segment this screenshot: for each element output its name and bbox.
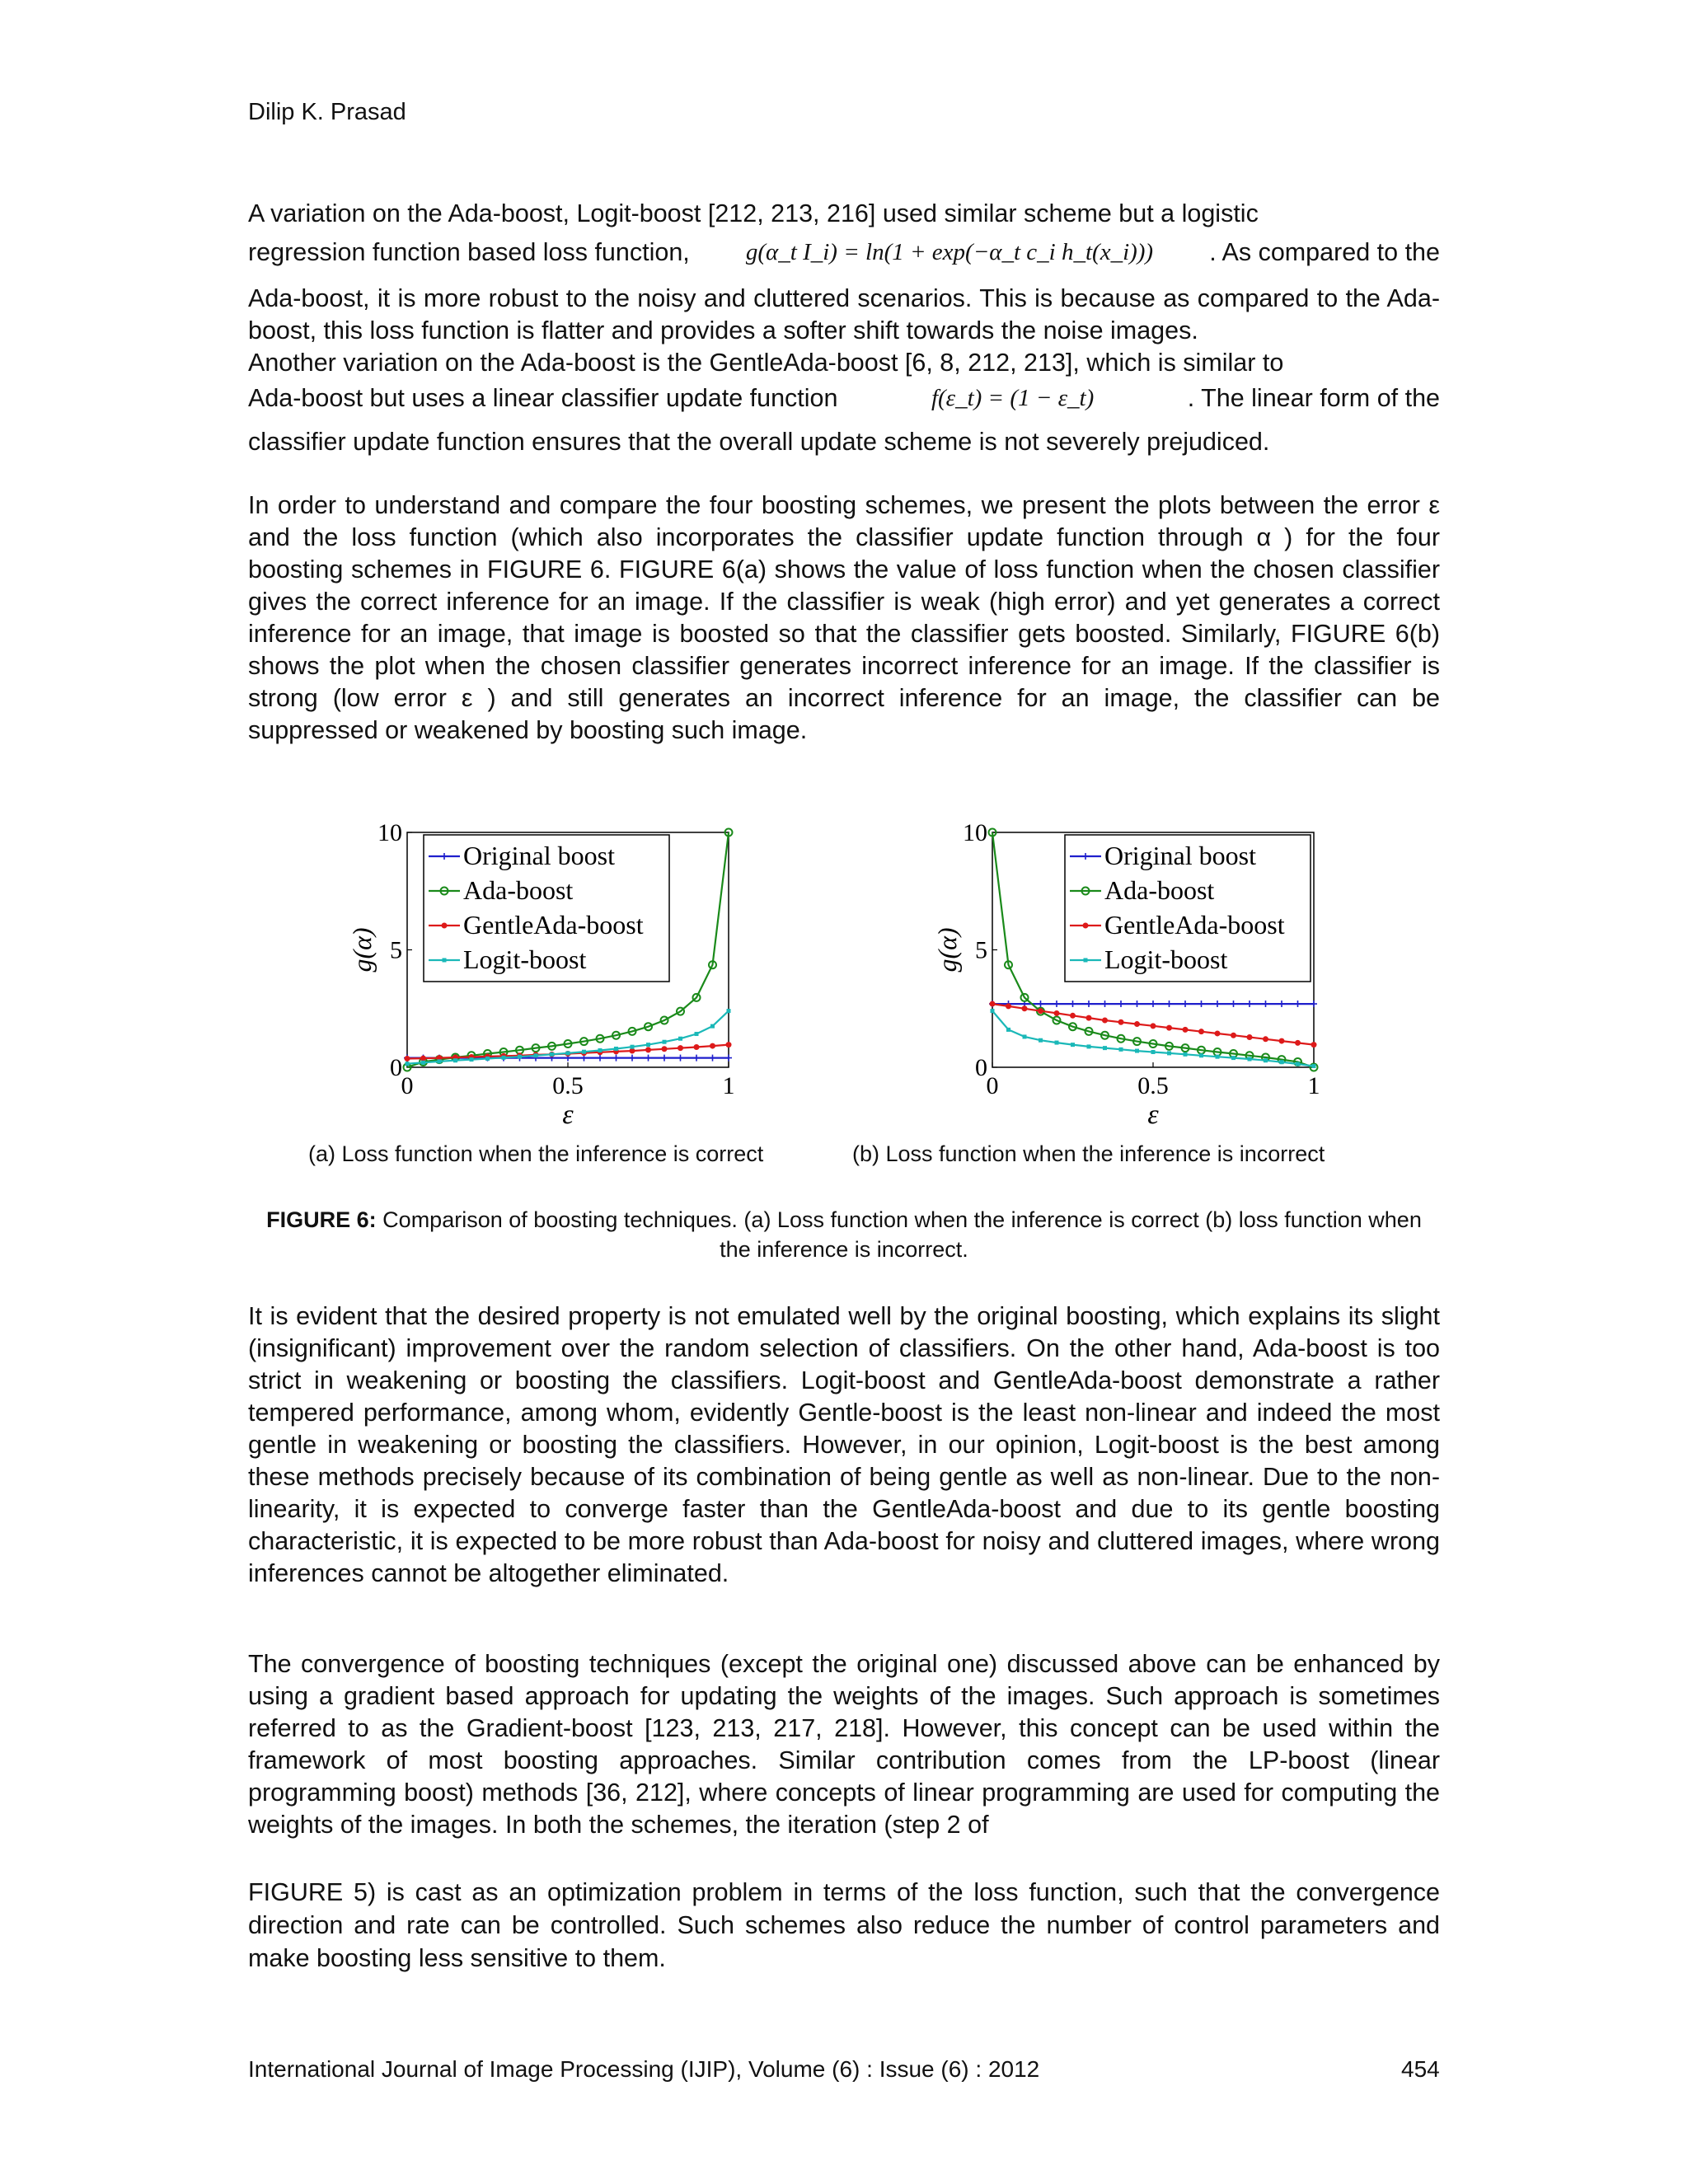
chart-b-point-3: [1280, 1060, 1284, 1064]
chart-a-point-0: [613, 1055, 620, 1062]
chart-b-point-0: [1182, 1001, 1189, 1007]
paragraph-logit-boost-b-post: . As compared to the: [1209, 238, 1440, 266]
figure-6a-svg: [330, 816, 775, 1146]
chart-b-point-0: [1118, 1001, 1124, 1007]
paragraph-logit-boost-a: A variation on the Ada-boost, Logit-boost [212, 213, 216] used similar scheme but a logistic: [248, 199, 1259, 227]
paragraph-gentleada-b: [248, 382, 1440, 415]
chart-a-point-2: [662, 1046, 668, 1052]
chart-a-point-0: [693, 1055, 700, 1062]
chart-b-point-0: [1263, 1001, 1269, 1007]
chart-a-legend-label-3: Logit-boost: [463, 944, 587, 974]
chart-b-legend-label-1: Ada-boost: [1104, 875, 1215, 905]
footer-journal: International Journal of Image Processing (IJIP), Volume (6) : Issue (6) : 2012: [248, 2056, 1040, 2082]
chart-a-point-2: [726, 1042, 732, 1047]
chart-b-point-2: [1215, 1030, 1221, 1036]
chart-a-point-2: [694, 1044, 700, 1050]
paragraph-gradient-boost: The convergence of boosting techniques (except the original one) discussed above can be enhanced by using a gradient based approach for updating the weights of the images. Such approach is sometimes referred to as the Gradient-boost [123, 213, 217, 218]. However, this concept can be used within the framework of most boosting approaches. Similar contribution comes from the LP-boost (linear programming boost) methods [36, 212], where concepts of linear programming are used for computing the weights of the images. In both the schemes, the iteration (step 2 of: [248, 1650, 1440, 1839]
figure-6b-chart: [915, 816, 1360, 1150]
chart-a-point-0: [710, 1055, 716, 1062]
chart-b-point-3: [1103, 1046, 1107, 1050]
subcaption-a: (a) Loss function when the inference is correct: [308, 1141, 764, 1166]
chart-a-point-2: [420, 1056, 426, 1062]
chart-b-point-2: [1311, 1042, 1317, 1047]
chart-a-point-3: [502, 1056, 506, 1060]
chart-b-point-0: [1038, 1001, 1044, 1007]
chart-b-point-2: [1086, 1015, 1092, 1021]
chart-a-legend-label-0: Original boost: [463, 841, 615, 870]
chart-a-point-3: [534, 1053, 538, 1057]
gentle-update-equation: f(ε_t) = (1 − ε_t): [931, 385, 1095, 411]
chart-b-point-0: [1134, 1001, 1141, 1007]
chart-b-point-0: [1053, 1001, 1060, 1007]
chart-b-point-2: [1279, 1038, 1285, 1044]
chart-a-point-3: [582, 1050, 586, 1054]
chart-b-legend-marker-2: [1083, 923, 1089, 929]
chart-b-point-0: [1295, 1001, 1301, 1007]
chart-b-point-2: [1054, 1010, 1060, 1016]
chart-b-point-0: [1198, 1001, 1205, 1007]
chart-a-point-0: [645, 1055, 652, 1062]
paragraph-gentleada-b-post: . The linear form of the: [1187, 384, 1440, 412]
chart-b-point-2: [1070, 1013, 1076, 1019]
chart-a-ylabel: g(α): [347, 927, 377, 972]
chart-b-point-2: [1198, 1029, 1204, 1034]
chart-a-point-2: [405, 1056, 410, 1062]
logit-loss-equation: g(α_t I_i) = ln(1 + exp(−α_t c_i h_t(x_i))): [745, 239, 1154, 265]
chart-b-point-0: [1214, 1001, 1221, 1007]
chart-b-xlabel: ε: [1147, 1099, 1159, 1130]
chart-a-point-3: [550, 1052, 554, 1057]
chart-a-point-0: [597, 1055, 603, 1062]
chart-b-point-2: [1006, 1003, 1011, 1009]
chart-b-point-3: [1151, 1050, 1156, 1054]
chart-b-point-2: [1263, 1036, 1268, 1042]
chart-b-ytick-label: 5: [975, 936, 987, 964]
chart-b-point-3: [1087, 1044, 1091, 1048]
chart-a-point-3: [663, 1040, 667, 1044]
paragraph-gentleada-b-pre: Ada-boost but uses a linear classifier update function: [248, 384, 838, 412]
chart-a-point-2: [678, 1045, 683, 1051]
chart-a-point-2: [710, 1043, 715, 1049]
chart-a-ytick-label: 10: [377, 819, 402, 846]
chart-a-point-3: [470, 1057, 474, 1062]
figure-6-caption-text: Comparison of boosting techniques. (a) Loss function when the inference is correct (b) loss function when the inference is incorrect.: [376, 1207, 1422, 1262]
chart-b-point-3: [1231, 1056, 1236, 1060]
chart-a-xtick-label: 1: [722, 1072, 735, 1099]
chart-b-point-3: [1199, 1053, 1203, 1057]
chart-b-ylabel: g(α): [932, 927, 962, 972]
chart-b-point-2: [1295, 1040, 1301, 1046]
chart-a-legend-label-1: Ada-boost: [463, 875, 574, 905]
chart-b-point-2: [1231, 1033, 1236, 1038]
chart-b-point-3: [1264, 1058, 1268, 1062]
chart-a-legend-marker-3: [443, 958, 447, 963]
chart-b-point-2: [1183, 1027, 1189, 1033]
chart-b-point-3: [1184, 1052, 1188, 1057]
chart-b-point-3: [1006, 1028, 1010, 1032]
chart-a-point-3: [406, 1062, 410, 1066]
subcaption-b: (b) Loss function when the inference is incorrect: [852, 1141, 1325, 1166]
running-header-author: Dilip K. Prasad: [248, 99, 406, 125]
chart-b-point-0: [1311, 1001, 1317, 1007]
chart-a-point-3: [485, 1057, 490, 1061]
chart-b-point-3: [1216, 1055, 1220, 1059]
chart-b-point-0: [1150, 1001, 1156, 1007]
chart-b-point-3: [991, 1009, 995, 1013]
chart-a-point-3: [695, 1032, 699, 1036]
chart-b-point-3: [1039, 1038, 1043, 1043]
chart-b-point-3: [1119, 1047, 1123, 1052]
chart-b-point-2: [1118, 1019, 1124, 1025]
figure-6a-chart: [330, 816, 775, 1150]
chart-b-point-2: [1038, 1008, 1043, 1014]
figure-6b-svg: [915, 816, 1360, 1146]
chart-a-point-0: [678, 1055, 684, 1062]
chart-b-legend-label-2: GentleAda-boost: [1104, 910, 1285, 940]
chart-b-point-2: [990, 1001, 996, 1007]
page-number: 454: [1401, 2056, 1440, 2082]
chart-a-point-3: [646, 1043, 650, 1047]
chart-a-point-3: [710, 1024, 715, 1029]
chart-b-point-3: [1248, 1057, 1252, 1062]
paragraph-logit-boost-c: Ada-boost, it is more robust to the noisy and cluttered scenarios. This is because as compared to the Ada-boost, this loss function is flatter and provides a softer shift towards the noise images.: [248, 284, 1440, 344]
chart-b-point-2: [1022, 1005, 1028, 1011]
chart-a-legend-label-2: GentleAda-boost: [463, 910, 644, 940]
chart-a-point-3: [421, 1061, 425, 1065]
chart-b-point-3: [1312, 1064, 1316, 1068]
chart-a-point-3: [518, 1055, 522, 1059]
chart-b-point-3: [1071, 1043, 1075, 1047]
chart-b-point-0: [1102, 1001, 1109, 1007]
paragraph-logit-boost-b: [248, 237, 1440, 269]
chart-b-xtick-label: 1: [1307, 1072, 1320, 1099]
chart-a-point-0: [661, 1055, 668, 1062]
chart-b-point-3: [1135, 1049, 1139, 1053]
chart-b-legend-marker-3: [1084, 958, 1088, 963]
chart-a-point-3: [566, 1051, 570, 1055]
paragraph-logit-boost-b-pre: regression function based loss function,: [248, 238, 690, 266]
paragraph-evaluation: It is evident that the desired property is not emulated well by the original boosting, which explains its slight (insignificant) improvement over the random selection of classifiers. On the other hand, Ada-boost is too strict in weakening or boosting the classifiers. Logit-boost and GentleAda-boost demonstrate a rather tempered performance, among whom, evidently Gentle-boost is the least non-linear and indeed the most gentle in weakening or boosting the classifiers. However, in our opinion, Logit-boost is the best among these methods precisely because of its combination of being gentle as well as non-linear. Due to the non-linearity, it is expected to converge faster than the GentleAda-boost and due to its gentle boosting characteristic, it is expected to be more robust than Ada-boost for noisy and cluttered images, where wrong inferences cannot be altogether eliminated.: [248, 1302, 1440, 1587]
chart-b-point-2: [1166, 1025, 1172, 1031]
chart-b-ytick-label: 10: [963, 819, 987, 846]
figure-6-caption: [248, 1205, 1440, 1264]
chart-b-point-3: [1023, 1034, 1027, 1038]
chart-b-point-0: [1231, 1001, 1237, 1007]
chart-b-point-0: [1166, 1001, 1173, 1007]
chart-b-point-2: [1247, 1034, 1253, 1040]
chart-b-point-3: [1055, 1041, 1059, 1045]
chart-b-point-3: [1296, 1062, 1300, 1066]
chart-b-point-3: [1167, 1051, 1171, 1055]
paragraph-comparison: In order to understand and compare the four boosting schemes, we present the plots between the error ε and the loss function (which also incorporates the classifier update function through α ) for the four boosting schemes in FIGURE 6. FIGURE 6(a) shows the value of loss function when the chosen classifier gives the correct inference for an image. If the classifier is weak (high error) and yet generates a correct inference for an image, that image is boosted so that the classifier gets boosted. Similarly, FIGURE 6(b) shows the plot when the chosen classifier generates incorrect inference for an image. If the classifier is strong (low error ε ) and still generates an incorrect inference for an image, the classifier can be suppressed or weakened by boosting such image.: [248, 491, 1440, 744]
chart-a-point-3: [727, 1009, 731, 1013]
chart-b-ytick-label: 0: [975, 1054, 987, 1081]
figure-6-caption-label: FIGURE 6:: [266, 1207, 377, 1232]
paragraph-gentleada-c: classifier update function ensures that the overall update scheme is not severely prejudiced.: [248, 428, 1270, 456]
chart-b-xtick-label: 0.5: [1137, 1072, 1169, 1099]
chart-a-point-2: [645, 1047, 651, 1052]
chart-a-xlabel: ε: [562, 1099, 574, 1130]
chart-b-point-0: [1070, 1001, 1076, 1007]
chart-b-point-2: [1102, 1018, 1108, 1024]
chart-b-point-2: [1134, 1021, 1140, 1027]
chart-a-point-3: [598, 1048, 603, 1052]
chart-a-point-0: [629, 1055, 635, 1062]
chart-a-point-3: [453, 1058, 457, 1062]
chart-b-point-0: [1246, 1001, 1253, 1007]
chart-a-point-3: [631, 1045, 635, 1049]
chart-b-legend-label-0: Original boost: [1104, 841, 1256, 870]
chart-b-xtick-label: 0: [986, 1072, 999, 1099]
chart-a-ytick-label: 0: [390, 1054, 402, 1081]
chart-a-xtick-label: 0: [401, 1072, 414, 1099]
chart-b-legend-label-3: Logit-boost: [1104, 944, 1228, 974]
chart-b-point-0: [1085, 1001, 1092, 1007]
chart-a-ytick-label: 5: [390, 936, 402, 964]
paragraph-optimization: FIGURE 5) is cast as an optimization problem in terms of the loss function, such that the convergence direction and rate can be controlled. Such schemes also reduce the number of control parameters and make boosting less sensitive to them.: [248, 1878, 1440, 1972]
chart-a-point-3: [678, 1037, 682, 1041]
chart-b-point-0: [1278, 1001, 1285, 1007]
chart-a-legend-marker-2: [442, 923, 448, 929]
paragraph-gentleada-a: Another variation on the Ada-boost is the GentleAda-boost [6, 8, 212, 213], which is similar to: [248, 349, 1284, 377]
chart-a-point-3: [614, 1047, 618, 1051]
chart-a-xtick-label: 0.5: [552, 1072, 584, 1099]
chart-a-point-0: [725, 1055, 732, 1062]
chart-b-point-2: [1151, 1023, 1156, 1029]
chart-a-point-3: [438, 1059, 442, 1063]
